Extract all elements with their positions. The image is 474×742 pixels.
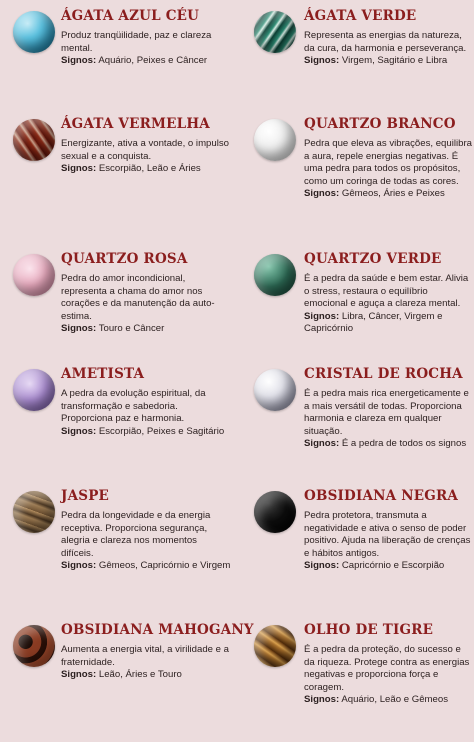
- red-agate-stone-icon: [13, 119, 55, 161]
- stone-description: É a pedra mais rica energeticamente e a mais versátil de todas. Proporciona harmonia e clareza em qualquer situação.: [304, 388, 469, 437]
- stone-signs: [61, 426, 231, 439]
- stone-description-block: [304, 30, 472, 68]
- blue-agate-stone-icon: [13, 11, 55, 53]
- stone-description-block: [61, 273, 231, 336]
- stone-description: É a pedra da proteção, do sucesso e da riqueza. Protege contra as energias negativas e proporciona força e coragem.: [304, 644, 470, 693]
- jasper-stone-icon: [13, 491, 55, 533]
- stone-description: Representa as energias da natureza, da cura, da harmonia e perseverança.: [304, 30, 467, 54]
- stone-entry: [237, 8, 474, 128]
- stone-entry: [237, 488, 474, 608]
- stone-description-block: [61, 388, 231, 438]
- stone-entry: [237, 116, 474, 236]
- signs-label: Signos:: [304, 438, 340, 450]
- stone-description: Pedra da longevidade e da energia receptiva. Proporciona segurança, alegria e clareza nos momentos difíceis.: [61, 510, 211, 559]
- stone-description-block: [61, 644, 231, 682]
- stone-description: Energizante, ativa a vontade, o impulso sexual e a conquista.: [61, 138, 229, 162]
- stone-name: JASPE: [61, 488, 110, 504]
- signs-label: Signos:: [304, 188, 340, 200]
- stone-description-block: [304, 273, 472, 336]
- stone-entry: [0, 116, 237, 236]
- stone-entry: [0, 8, 237, 128]
- signs-value: Gêmeos, Capricórnio e Virgem: [98, 560, 231, 572]
- stone-signs: [61, 163, 231, 176]
- stone-description: Produz tranqüilidade, paz e clareza mental.: [61, 30, 212, 54]
- stone-name: AMETISTA: [61, 366, 145, 382]
- signs-label: Signos:: [61, 55, 97, 67]
- stone-entry: [0, 622, 254, 742]
- stone-signs: [304, 188, 472, 201]
- right-column: [237, 0, 474, 718]
- signs-value: Escorpião, Peixes e Sagitário: [98, 425, 225, 437]
- signs-label: Signos:: [304, 694, 340, 706]
- tigers-eye-stone-icon: [254, 625, 296, 667]
- stone-description-block: [61, 138, 231, 176]
- stone-signs: [304, 438, 472, 451]
- stone-description-block: [304, 388, 472, 451]
- stone-name: QUARTZO ROSA: [61, 251, 188, 267]
- stone-name: ÁGATA AZUL CÉU: [61, 8, 200, 24]
- signs-label: Signos:: [304, 55, 340, 67]
- stone-name: OBSIDIANA NEGRA: [304, 488, 459, 504]
- stone-description: A pedra da evolução espiritual, da transformação e sabedoria. Proporciona paz e harmonia.: [61, 388, 206, 425]
- rock-crystal-stone-icon: [254, 369, 296, 411]
- signs-label: Signos:: [61, 323, 97, 335]
- signs-value: Leão, Áries e Touro: [98, 669, 182, 681]
- signs-value: Aquário, Peixes e Câncer: [98, 55, 208, 67]
- signs-value: Gêmeos, Áries e Peixes: [341, 188, 445, 200]
- stone-description-block: [304, 138, 472, 201]
- stone-signs: [304, 560, 472, 573]
- signs-value: Capricórnio e Escorpião: [341, 560, 445, 572]
- signs-label: Signos:: [61, 163, 97, 175]
- signs-value: Virgem, Sagitário e Libra: [341, 55, 448, 67]
- stone-description-block: [61, 30, 231, 68]
- signs-value: Touro e Câncer: [98, 323, 165, 335]
- green-agate-stone-icon: [254, 11, 296, 53]
- signs-value: É a pedra de todos os signos: [341, 438, 467, 450]
- stone-signs: [304, 694, 472, 707]
- signs-label: Signos:: [61, 669, 97, 681]
- stone-entry: [0, 488, 237, 608]
- stone-description: Pedra que eleva as vibrações, equilibra a aura, repele energias negativas. É uma pedra para todos os propósitos, como um coringa de todas as cores.: [304, 138, 472, 187]
- rose-quartz-stone-icon: [13, 254, 55, 296]
- white-quartz-stone-icon: [254, 119, 296, 161]
- stone-name: CRISTAL DE ROCHA: [304, 366, 463, 382]
- stone-entry: [237, 366, 474, 486]
- stone-signs: [61, 55, 231, 68]
- stone-signs: [61, 560, 231, 573]
- signs-label: Signos:: [304, 310, 340, 322]
- stone-entry: [237, 622, 474, 742]
- stone-description: Aumenta a energia vital, a virilidade e a fraternidade.: [61, 644, 229, 668]
- stone-name: OLHO DE TIGRE: [304, 622, 434, 638]
- stone-description: É a pedra da saúde e bem estar. Alivia o stress, restaura o equilíbrio emocional e aguça a clareza mental.: [304, 273, 469, 310]
- signs-label: Signos:: [304, 560, 340, 572]
- stone-name: ÁGATA VERMELHA: [61, 116, 210, 132]
- black-obsidian-stone-icon: [254, 491, 296, 533]
- stone-name: OBSIDIANA MAHOGANY: [61, 622, 254, 638]
- stone-description: Pedra do amor incondicional, representa a chama do amor nos corações e da manutenção da auto-estima.: [61, 273, 215, 322]
- green-quartz-stone-icon: [254, 254, 296, 296]
- mahogany-obsidian-stone-icon: [13, 625, 55, 667]
- stone-name: ÁGATA VERDE: [304, 8, 417, 24]
- stone-description-block: [304, 510, 472, 573]
- stone-signs: [61, 323, 231, 336]
- signs-label: Signos:: [61, 425, 97, 437]
- stone-description-block: [304, 644, 472, 707]
- signs-value: Aquário, Leão e Gêmeos: [341, 694, 448, 706]
- stone-name: QUARTZO BRANCO: [304, 116, 456, 132]
- amethyst-stone-icon: [13, 369, 55, 411]
- signs-label: Signos:: [61, 560, 97, 572]
- stone-entry: [0, 251, 237, 371]
- signs-value: Libra, Câncer, Virgem e Capricórnio: [304, 310, 443, 335]
- stone-name: QUARTZO VERDE: [304, 251, 442, 267]
- stone-description-block: [61, 510, 231, 573]
- stone-entry: [237, 251, 474, 371]
- stone-signs: [304, 311, 472, 336]
- stone-signs: [61, 669, 231, 682]
- stone-description: Pedra protetora, transmuta a negatividade e ativa o senso de poder positivo. Ajuda na liberação de crenças e hábitos antigos.: [304, 510, 471, 559]
- stone-signs: [304, 55, 472, 68]
- stone-entry: [0, 366, 237, 486]
- signs-value: Escorpião, Leão e Áries: [98, 163, 201, 175]
